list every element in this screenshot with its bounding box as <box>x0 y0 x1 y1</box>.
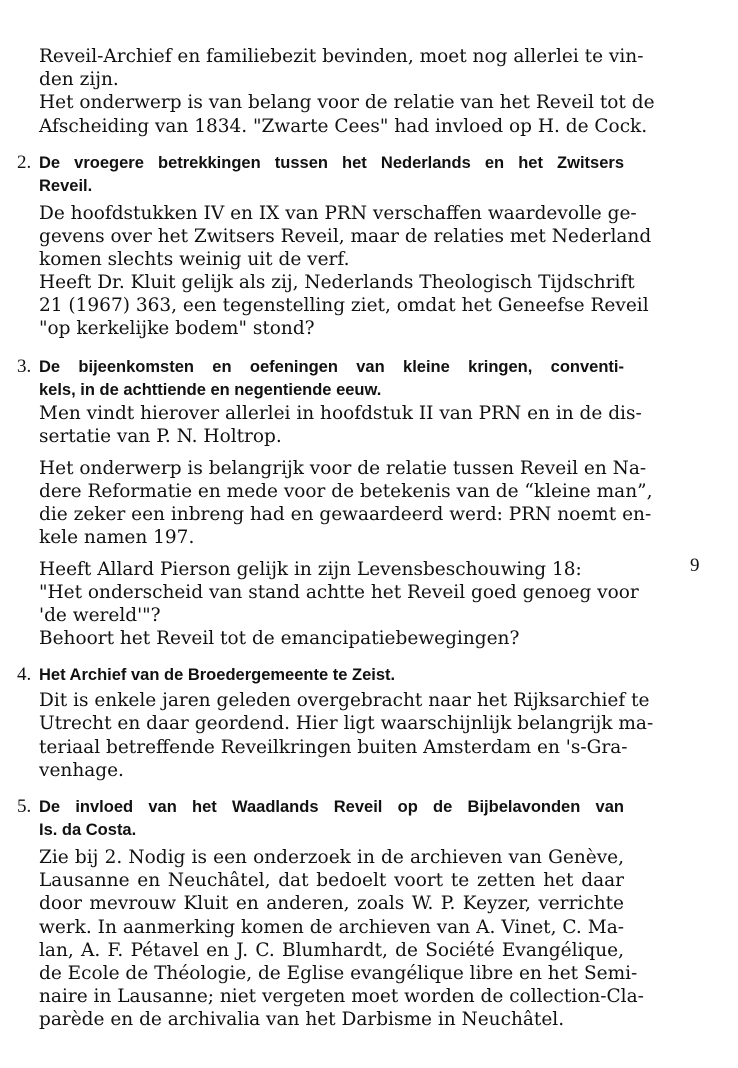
item-number: 4. <box>17 664 32 685</box>
item-number: 3. <box>17 356 32 377</box>
item-heading: De vroegere betrekkingen tussen het Nederlands en het Zwitsers <box>39 154 624 172</box>
text-line: sertatie van P. N. Holtrop. <box>39 426 282 447</box>
text-line: Afscheiding van 1834. "Zwarte Cees" had invloed op H. de Cock. <box>39 116 648 137</box>
text-line: Heeft Dr. Kluit gelijk als zij, Nederlands Theologisch Tijdschrift <box>39 272 635 293</box>
text-line: Het onderwerp is belangrijk voor de relatie tussen Reveil en Na- <box>39 458 647 479</box>
item-heading: Het Archief van de Broedergemeente te Zeist. <box>39 666 396 684</box>
text-line: den zijn. <box>39 69 119 90</box>
item-number: 5. <box>17 796 32 817</box>
text-line: komen slechts weinig uit de verf. <box>39 249 350 270</box>
item-heading: kels, in de achttiende en negentiende eeuw. <box>39 381 382 399</box>
text-line: Utrecht en daar geordend. Hier ligt waarschijnlijk belangrijk ma- <box>39 713 654 734</box>
text-line: Dit is enkele jaren geleden overgebracht naar het Rijksarchief te <box>39 690 650 711</box>
text-line: teriaal betreffende Reveilkringen buiten Amsterdam en 's-Gra- <box>39 737 628 758</box>
text-line: Behoort het Reveil tot de emancipatiebewegingen? <box>39 628 520 649</box>
text-line: Het onderwerp is van belang voor de relatie van het Reveil tot de <box>39 92 655 113</box>
text-line: venhage. <box>39 760 124 781</box>
text-line: gevens over het Zwitsers Reveil, maar de relaties met Nederland <box>39 226 652 247</box>
text-line: Lausanne en Neuchâtel, dat bedoelt voort te zetten het daar <box>39 870 624 891</box>
text-line: Men vindt hierover allerlei in hoofdstuk II van PRN en in de dis- <box>39 403 642 424</box>
text-line: naire in Lausanne; niet vergeten moet worden de collection-Cla- <box>39 986 644 1007</box>
text-line: die zeker een inbreng had en gewaardeerd werd: PRN noemt en- <box>39 504 652 525</box>
text-line: de Ecole de Théologie, de Eglise evangélique libre en het Semi- <box>39 963 638 984</box>
text-line: De hoofdstukken IV en IX van PRN verschaffen waardevolle ge- <box>39 203 637 224</box>
text-line: 'de wereld'"? <box>39 605 161 626</box>
page-number: 9 <box>690 555 700 576</box>
text-line: Reveil-Archief en familiebezit bevinden, moet nog allerlei te vin- <box>39 46 644 67</box>
text-line: "op kerkelijke bodem" stond? <box>39 318 315 339</box>
text-line: Zie bij 2. Nodig is een onderzoek in de archieven van Genève, <box>39 847 624 868</box>
text-line: 21 (1967) 363, een tegenstelling ziet, omdat het Geneefse Reveil <box>39 295 649 316</box>
text-line: werk. In aanmerking komen de archieven van A. Vinet, C. Ma- <box>39 917 624 938</box>
item-heading: Reveil. <box>39 177 93 195</box>
text-line: door mevrouw Kluit en anderen, zoals W. P. Keyzer, verrichte <box>39 893 624 914</box>
text-line: lan, A. F. Pétavel en J. C. Blumhardt, de Société Evangélique, <box>39 940 624 961</box>
item-heading: De bijeenkomsten en oefeningen van kleine kringen, conventi- <box>39 358 624 376</box>
item-heading: Is. da Costa. <box>39 821 137 839</box>
text-line: "Het onderscheid van stand achtte het Reveil goed genoeg voor <box>39 582 639 603</box>
text-line: parède en de archivalia van het Darbisme in Neuchâtel. <box>39 1009 565 1030</box>
item-heading: De invloed van het Waadlands Reveil op de Bijbelavonden van <box>39 798 624 816</box>
text-line: kele namen 197. <box>39 527 195 548</box>
text-line: dere Reformatie en mede voor de betekenis van de “kleine man”, <box>39 481 653 502</box>
text-line: Heeft Allard Pierson gelijk in zijn Levensbeschouwing 18: <box>39 559 582 580</box>
item-number: 2. <box>17 152 32 173</box>
